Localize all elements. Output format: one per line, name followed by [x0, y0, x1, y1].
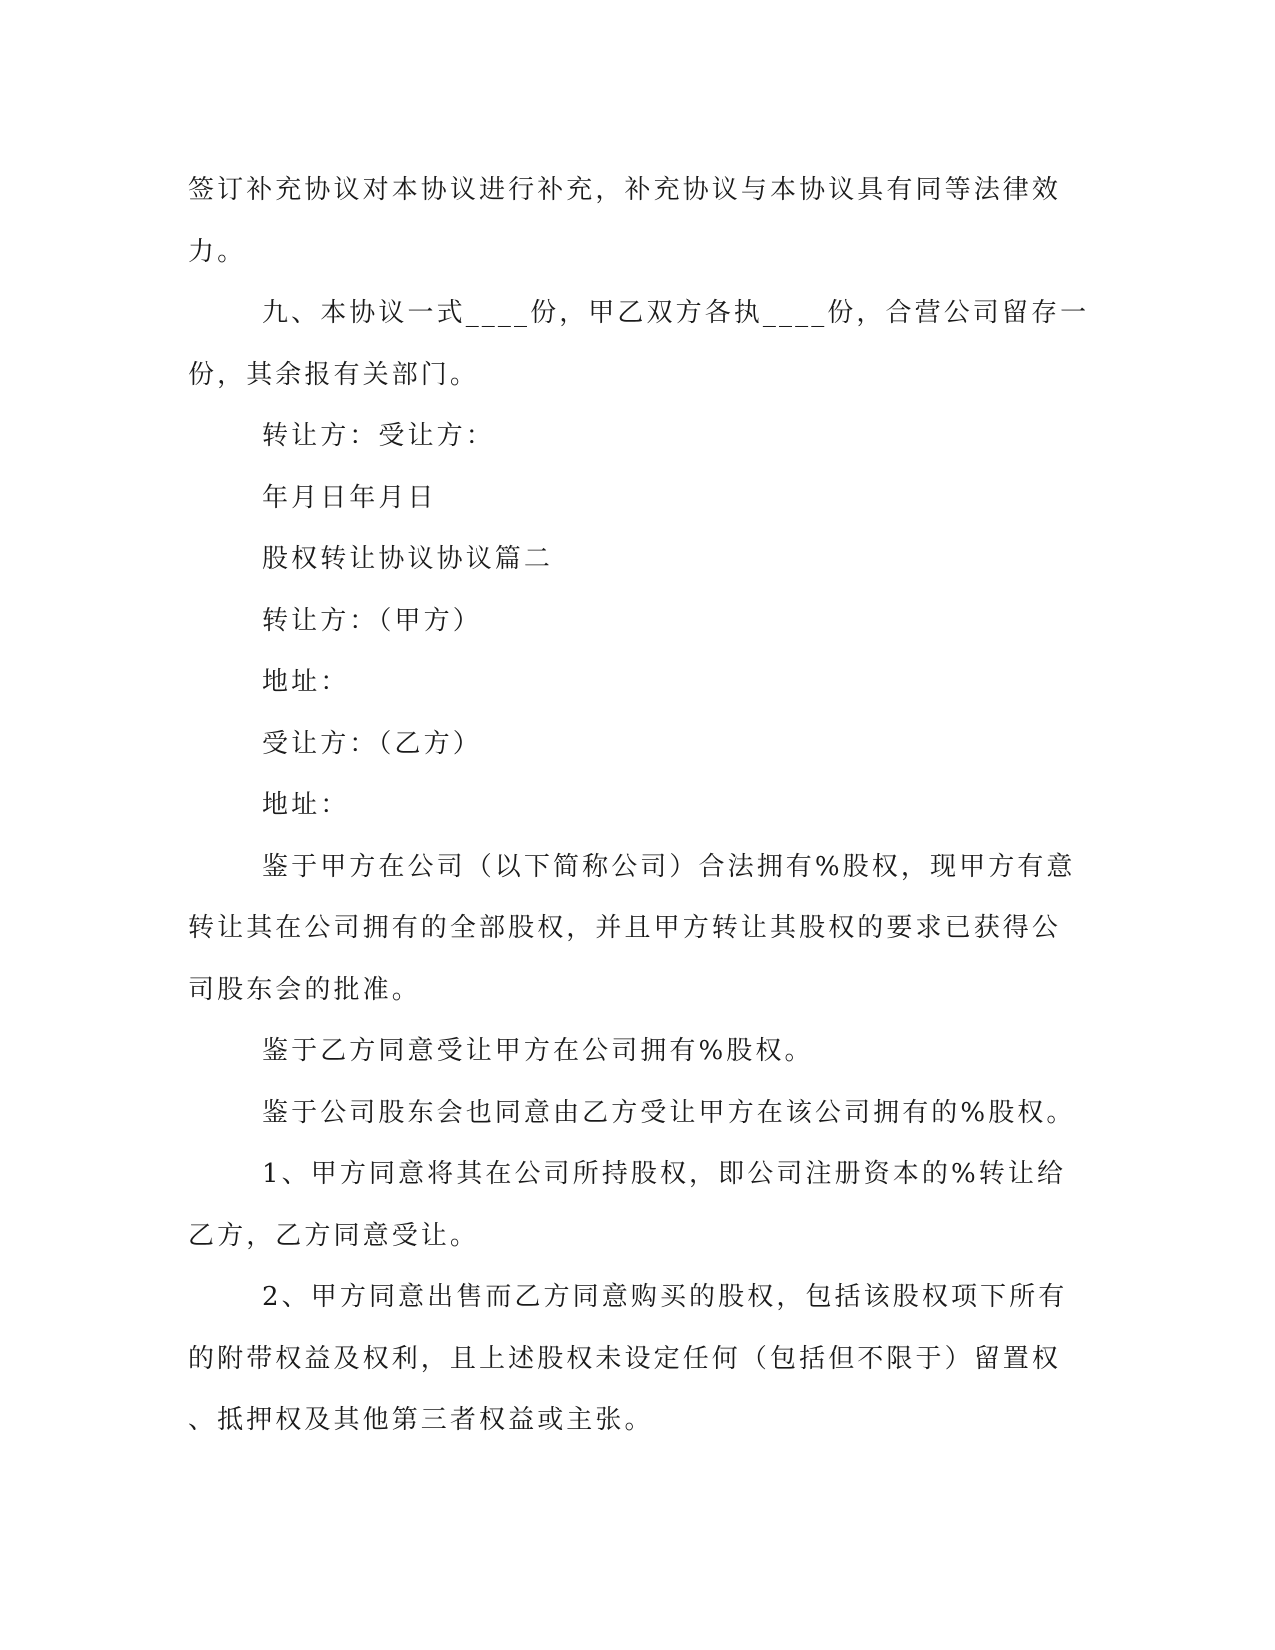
- text-line: 地址：: [262, 790, 350, 820]
- text-line: 地址：: [262, 667, 350, 697]
- text-line: 鉴于公司股东会也同意由乙方受让甲方在该公司拥有的%股权。: [262, 1097, 1076, 1128]
- text-line: 1、甲方同意将其在公司所持股权，即公司注册资本的%转让给: [262, 1159, 1067, 1189]
- text-line: 签订补充协议对本协议进行补充，补充协议与本协议具有同等法律效: [188, 175, 1062, 205]
- text-line: 力。: [188, 236, 247, 267]
- text-line: 年月日年月日: [262, 482, 437, 513]
- text-line: 鉴于甲方在公司（以下简称公司）合法拥有%股权，现甲方有意: [262, 851, 1076, 882]
- text-line: 的附带权益及权利，且上述股权未设定任何（包括但不限于）留置权: [188, 1343, 1062, 1374]
- text-line: 2、甲方同意出售而乙方同意购买的股权，包括该股权项下所有: [262, 1282, 1068, 1312]
- text-line: 转让方：（甲方）: [262, 605, 482, 636]
- text-line: 转让方：受让方：: [262, 421, 495, 451]
- text-line: 份，其余报有关部门。: [188, 359, 480, 390]
- text-line: 九、本协议一式____份，甲乙双方各执____份，合营公司留存一: [262, 298, 1090, 328]
- text-line: 转让其在公司拥有的全部股权，并且甲方转让其股权的要求已获得公: [188, 913, 1062, 943]
- document-body: [188, 160, 1088, 1452]
- text-line: 、抵押权及其他第三者权益或主张。: [188, 1405, 654, 1435]
- text-line: 乙方，乙方同意受让。: [188, 1220, 480, 1251]
- section-heading: 股权转让协议协议篇二: [262, 544, 554, 574]
- text-line: 鉴于乙方同意受让甲方在公司拥有%股权。: [262, 1036, 814, 1066]
- text-line: 受让方：（乙方）: [262, 728, 482, 759]
- text-line: 司股东会的批准。: [188, 974, 421, 1005]
